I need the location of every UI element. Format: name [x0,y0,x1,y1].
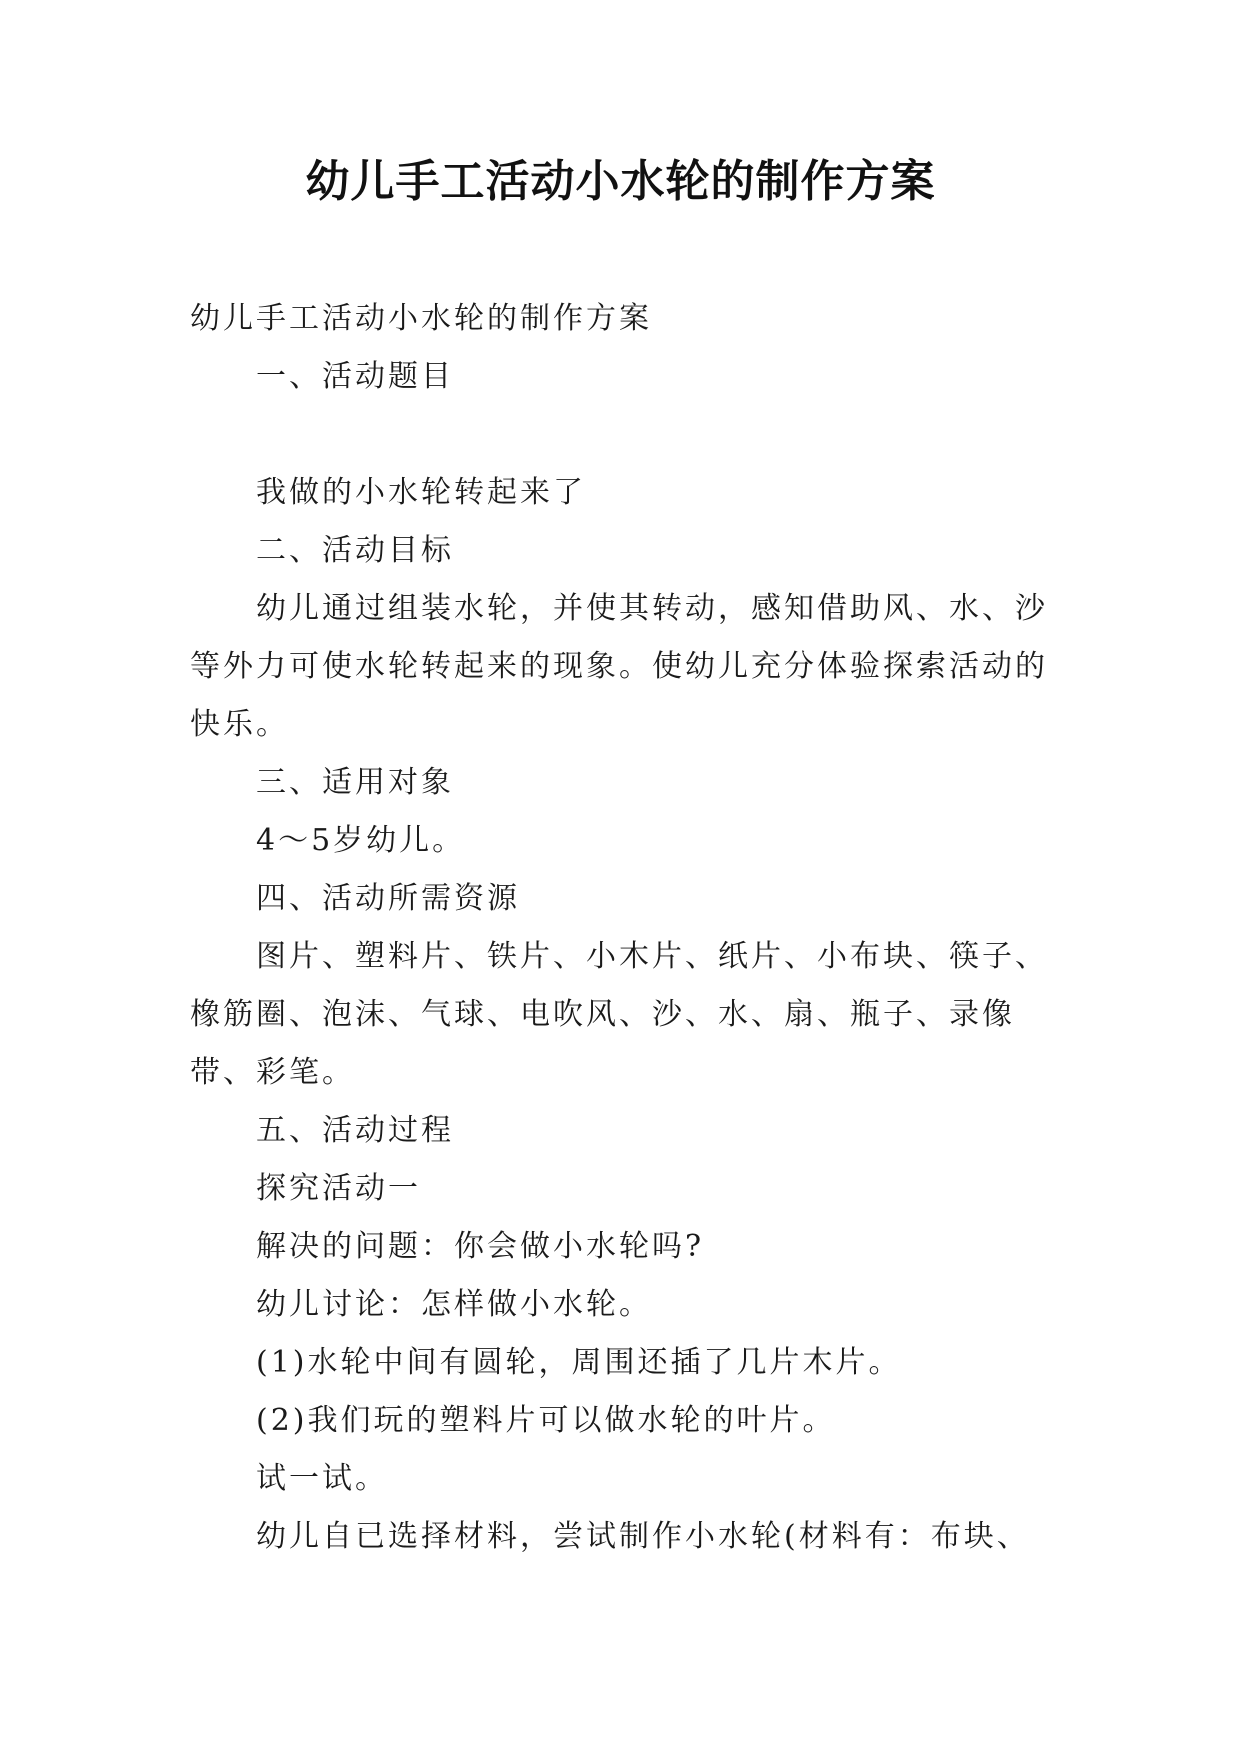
paragraph-point-1: (1)水轮中间有圆轮，周围还插了几片木片。 [256,1345,902,1380]
heading-activity-goal: 二、活动目标 [256,533,454,568]
paragraph-discussion: 幼儿讨论：怎样做小水轮。 [256,1287,652,1322]
paragraph-try: 试一试。 [256,1461,388,1496]
document-body [190,290,1060,1566]
paragraph-point-2: (2)我们玩的塑料片可以做水轮的叶片。 [256,1403,836,1438]
heading-target-audience: 三、适用对象 [256,765,454,800]
paragraph-goal: 幼儿通过组装水轮，并使其转动，感知借助风、水、沙等外力可使水轮转起来的现象。使幼儿充分体验探索活动的快乐。 [190,591,1048,742]
heading-activity-topic: 一、活动题目 [256,359,454,394]
paragraph-explore-1: 探究活动一 [256,1171,421,1206]
paragraph-question: 解决的问题：你会做小水轮吗? [256,1229,705,1264]
paragraph-audience: 4～5岁幼儿。 [256,823,466,858]
paragraph-subtitle: 幼儿手工活动小水轮的制作方案 [190,301,652,336]
paragraph-materials: 幼儿自已选择材料，尝试制作小水轮(材料有：布块、 [256,1519,1030,1554]
blank-line [190,406,1060,464]
document-title: 幼儿手工活动小水轮的制作方案 [305,156,936,207]
paragraph-resources: 图片、塑料片、铁片、小木片、纸片、小布块、筷子、橡筋圈、泡沫、气球、电吹风、沙、水、扇、瓶子、录像带、彩笔。 [190,939,1048,1090]
heading-resources: 四、活动所需资源 [256,881,520,916]
heading-activity-process: 五、活动过程 [256,1113,454,1148]
paragraph-topic: 我做的小水轮转起来了 [256,475,586,510]
